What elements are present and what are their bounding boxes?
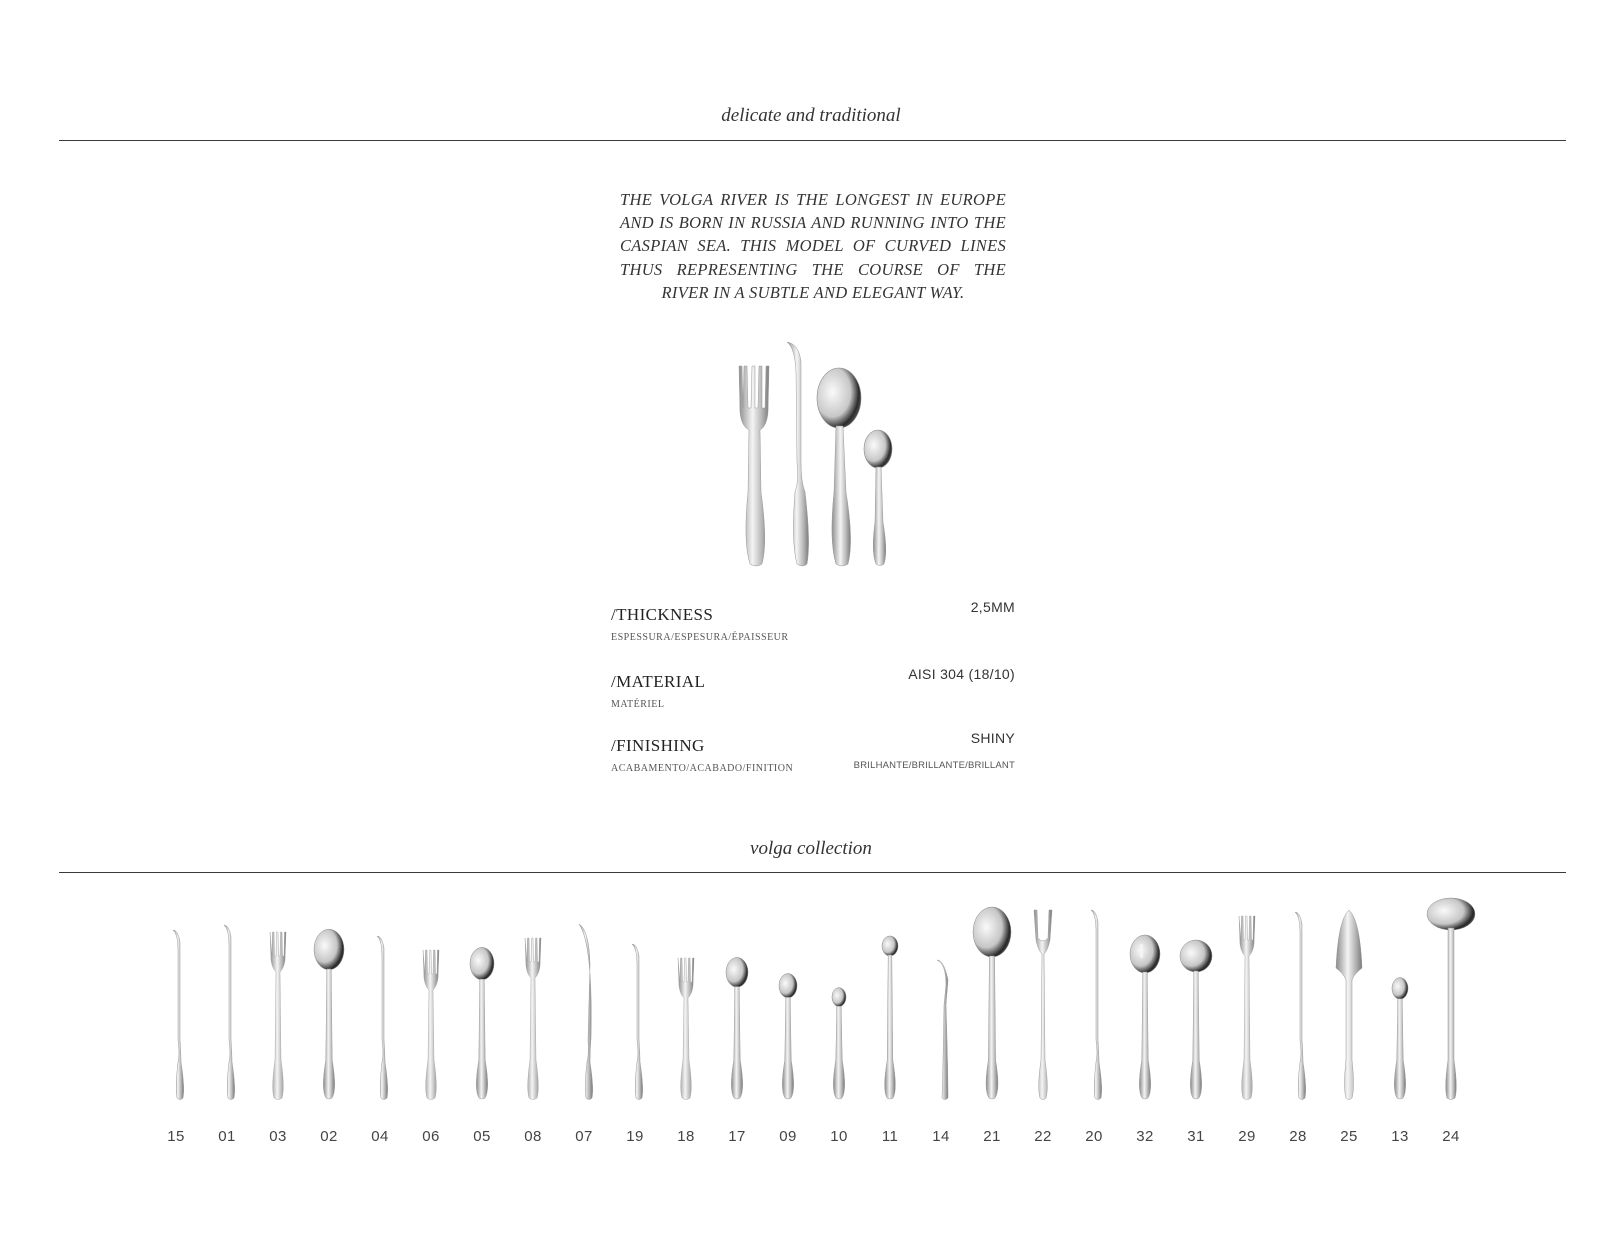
cake-server-icon bbox=[1324, 930, 1374, 1100]
hero-knife-icon bbox=[787, 342, 809, 566]
fish-knife-icon bbox=[559, 930, 609, 1100]
knife-icon bbox=[610, 930, 660, 1100]
hero-fork-icon bbox=[739, 366, 769, 566]
spec-thickness-value: 2,5MM bbox=[970, 599, 1015, 615]
knife-icon bbox=[1273, 930, 1323, 1100]
serving-spoon-icon bbox=[967, 930, 1017, 1100]
collection-item-22 bbox=[1018, 930, 1068, 1145]
spoon-icon bbox=[457, 930, 507, 1100]
fork-icon bbox=[253, 930, 303, 1100]
collection-item-code: 24 bbox=[1442, 1128, 1460, 1145]
collection-item-code: 04 bbox=[371, 1128, 389, 1145]
collection-item-04 bbox=[355, 930, 405, 1145]
spec-material-sub: MATÉRIEL bbox=[611, 699, 665, 710]
fork-icon bbox=[508, 930, 558, 1100]
spec-material-label: /MATERIAL bbox=[611, 672, 706, 691]
collection-item-08 bbox=[508, 930, 558, 1145]
collection-divider bbox=[59, 872, 1566, 873]
top-divider bbox=[59, 140, 1566, 141]
collection-title: volga collection bbox=[750, 838, 872, 859]
collection-item-code: 05 bbox=[473, 1128, 491, 1145]
collection-item-20 bbox=[1069, 930, 1119, 1145]
hero-spoon-icon bbox=[817, 368, 861, 566]
collection-item-24 bbox=[1426, 930, 1476, 1145]
collection-item-code: 29 bbox=[1238, 1128, 1256, 1145]
collection-item-code: 07 bbox=[575, 1128, 593, 1145]
collection-item-code: 25 bbox=[1340, 1128, 1358, 1145]
collection-item-code: 18 bbox=[677, 1128, 695, 1145]
collection-item-code: 11 bbox=[881, 1128, 899, 1145]
page-title-top: delicate and traditional bbox=[721, 105, 901, 126]
collection-item-25 bbox=[1324, 930, 1374, 1145]
collection-item-11 bbox=[865, 930, 915, 1145]
collection-item-code: 15 bbox=[167, 1128, 185, 1145]
collection-item-21 bbox=[967, 930, 1017, 1145]
hero-teaspoon-icon bbox=[864, 430, 892, 566]
collection-item-code: 02 bbox=[320, 1128, 338, 1145]
collection-item-code: 08 bbox=[524, 1128, 542, 1145]
spoon-icon bbox=[1375, 930, 1425, 1100]
collection-item-code: 09 bbox=[779, 1128, 797, 1145]
collection-item-15 bbox=[151, 930, 201, 1145]
collection-item-18 bbox=[661, 930, 711, 1145]
knife-icon bbox=[202, 930, 252, 1100]
collection-item-code: 13 bbox=[1391, 1128, 1409, 1145]
fork-icon bbox=[406, 930, 456, 1100]
intro-paragraph: THE VOLGA RIVER IS THE LONGEST IN EUROPE AND IS BORN IN RUSSIA AND RUNNING INTO THE CASPIAN SEA. THIS MODEL OF CURVED LINES THUS REPRESENTING THE COURSE OF THE RIVER IN A SUBTLE AND ELEGANT WAY. bbox=[620, 190, 1006, 302]
collection-item-03 bbox=[253, 930, 303, 1145]
spec-finishing-label: /FINISHING bbox=[611, 736, 705, 755]
collection-item-01 bbox=[202, 930, 252, 1145]
collection-item-09 bbox=[763, 930, 813, 1145]
butter-knife-icon bbox=[916, 930, 966, 1100]
collection-item-code: 10 bbox=[830, 1128, 848, 1145]
collection-item-02 bbox=[304, 930, 354, 1145]
collection-item-code: 28 bbox=[1289, 1128, 1307, 1145]
knife-icon bbox=[1069, 930, 1119, 1100]
collection-item-14 bbox=[916, 930, 966, 1145]
collection-item-05 bbox=[457, 930, 507, 1145]
round-spoon-icon bbox=[1171, 930, 1221, 1100]
spec-finishing-sub: ACABAMENTO/ACABADO/FINITION bbox=[611, 763, 794, 774]
collection-item-code: 31 bbox=[1187, 1128, 1205, 1145]
spoon-icon bbox=[814, 930, 864, 1100]
collection-item-code: 01 bbox=[218, 1128, 236, 1145]
collection-item-32 bbox=[1120, 930, 1170, 1145]
spec-finishing-value: SHINY bbox=[970, 730, 1015, 746]
spec-finishing-value-sub: BRILHANTE/BRILLANTE/BRILLANT bbox=[853, 760, 1015, 771]
collection-item-07 bbox=[559, 930, 609, 1145]
fork-icon bbox=[1222, 930, 1272, 1100]
spec-material-value: AISI 304 (18/10) bbox=[908, 666, 1015, 682]
ladle-icon bbox=[1426, 930, 1476, 1100]
collection-item-13 bbox=[1375, 930, 1425, 1145]
spec-thickness-label: /THICKNESS bbox=[611, 605, 714, 624]
collection-item-code: 22 bbox=[1034, 1128, 1052, 1145]
collection-item-31 bbox=[1171, 930, 1221, 1145]
collection-item-17 bbox=[712, 930, 762, 1145]
spoon-icon bbox=[763, 930, 813, 1100]
serving-fork-icon bbox=[1018, 930, 1068, 1100]
hero-cutlery-image bbox=[735, 342, 895, 572]
spec-thickness-sub: ESPESSURA/ESPESURA/ÉPAISSEUR bbox=[611, 632, 789, 643]
spoon-icon bbox=[304, 930, 354, 1100]
collection-item-28 bbox=[1273, 930, 1323, 1145]
collection-item-code: 20 bbox=[1085, 1128, 1103, 1145]
collection-item-code: 17 bbox=[728, 1128, 746, 1145]
collection-item-29 bbox=[1222, 930, 1272, 1145]
knife-icon bbox=[355, 930, 405, 1100]
spoon-icon bbox=[712, 930, 762, 1100]
knife-icon bbox=[151, 930, 201, 1100]
long-spoon-icon bbox=[865, 930, 915, 1100]
collection-item-19 bbox=[610, 930, 660, 1145]
slotted-spoon-icon bbox=[1120, 930, 1170, 1100]
collection-item-code: 21 bbox=[983, 1128, 1001, 1145]
fork-icon bbox=[661, 930, 711, 1100]
collection-item-10 bbox=[814, 930, 864, 1145]
collection-item-code: 03 bbox=[269, 1128, 287, 1145]
collection-item-code: 14 bbox=[932, 1128, 950, 1145]
collection-item-code: 19 bbox=[626, 1128, 644, 1145]
collection-item-06 bbox=[406, 930, 456, 1145]
collection-item-code: 32 bbox=[1136, 1128, 1154, 1145]
collection-item-code: 06 bbox=[422, 1128, 440, 1145]
